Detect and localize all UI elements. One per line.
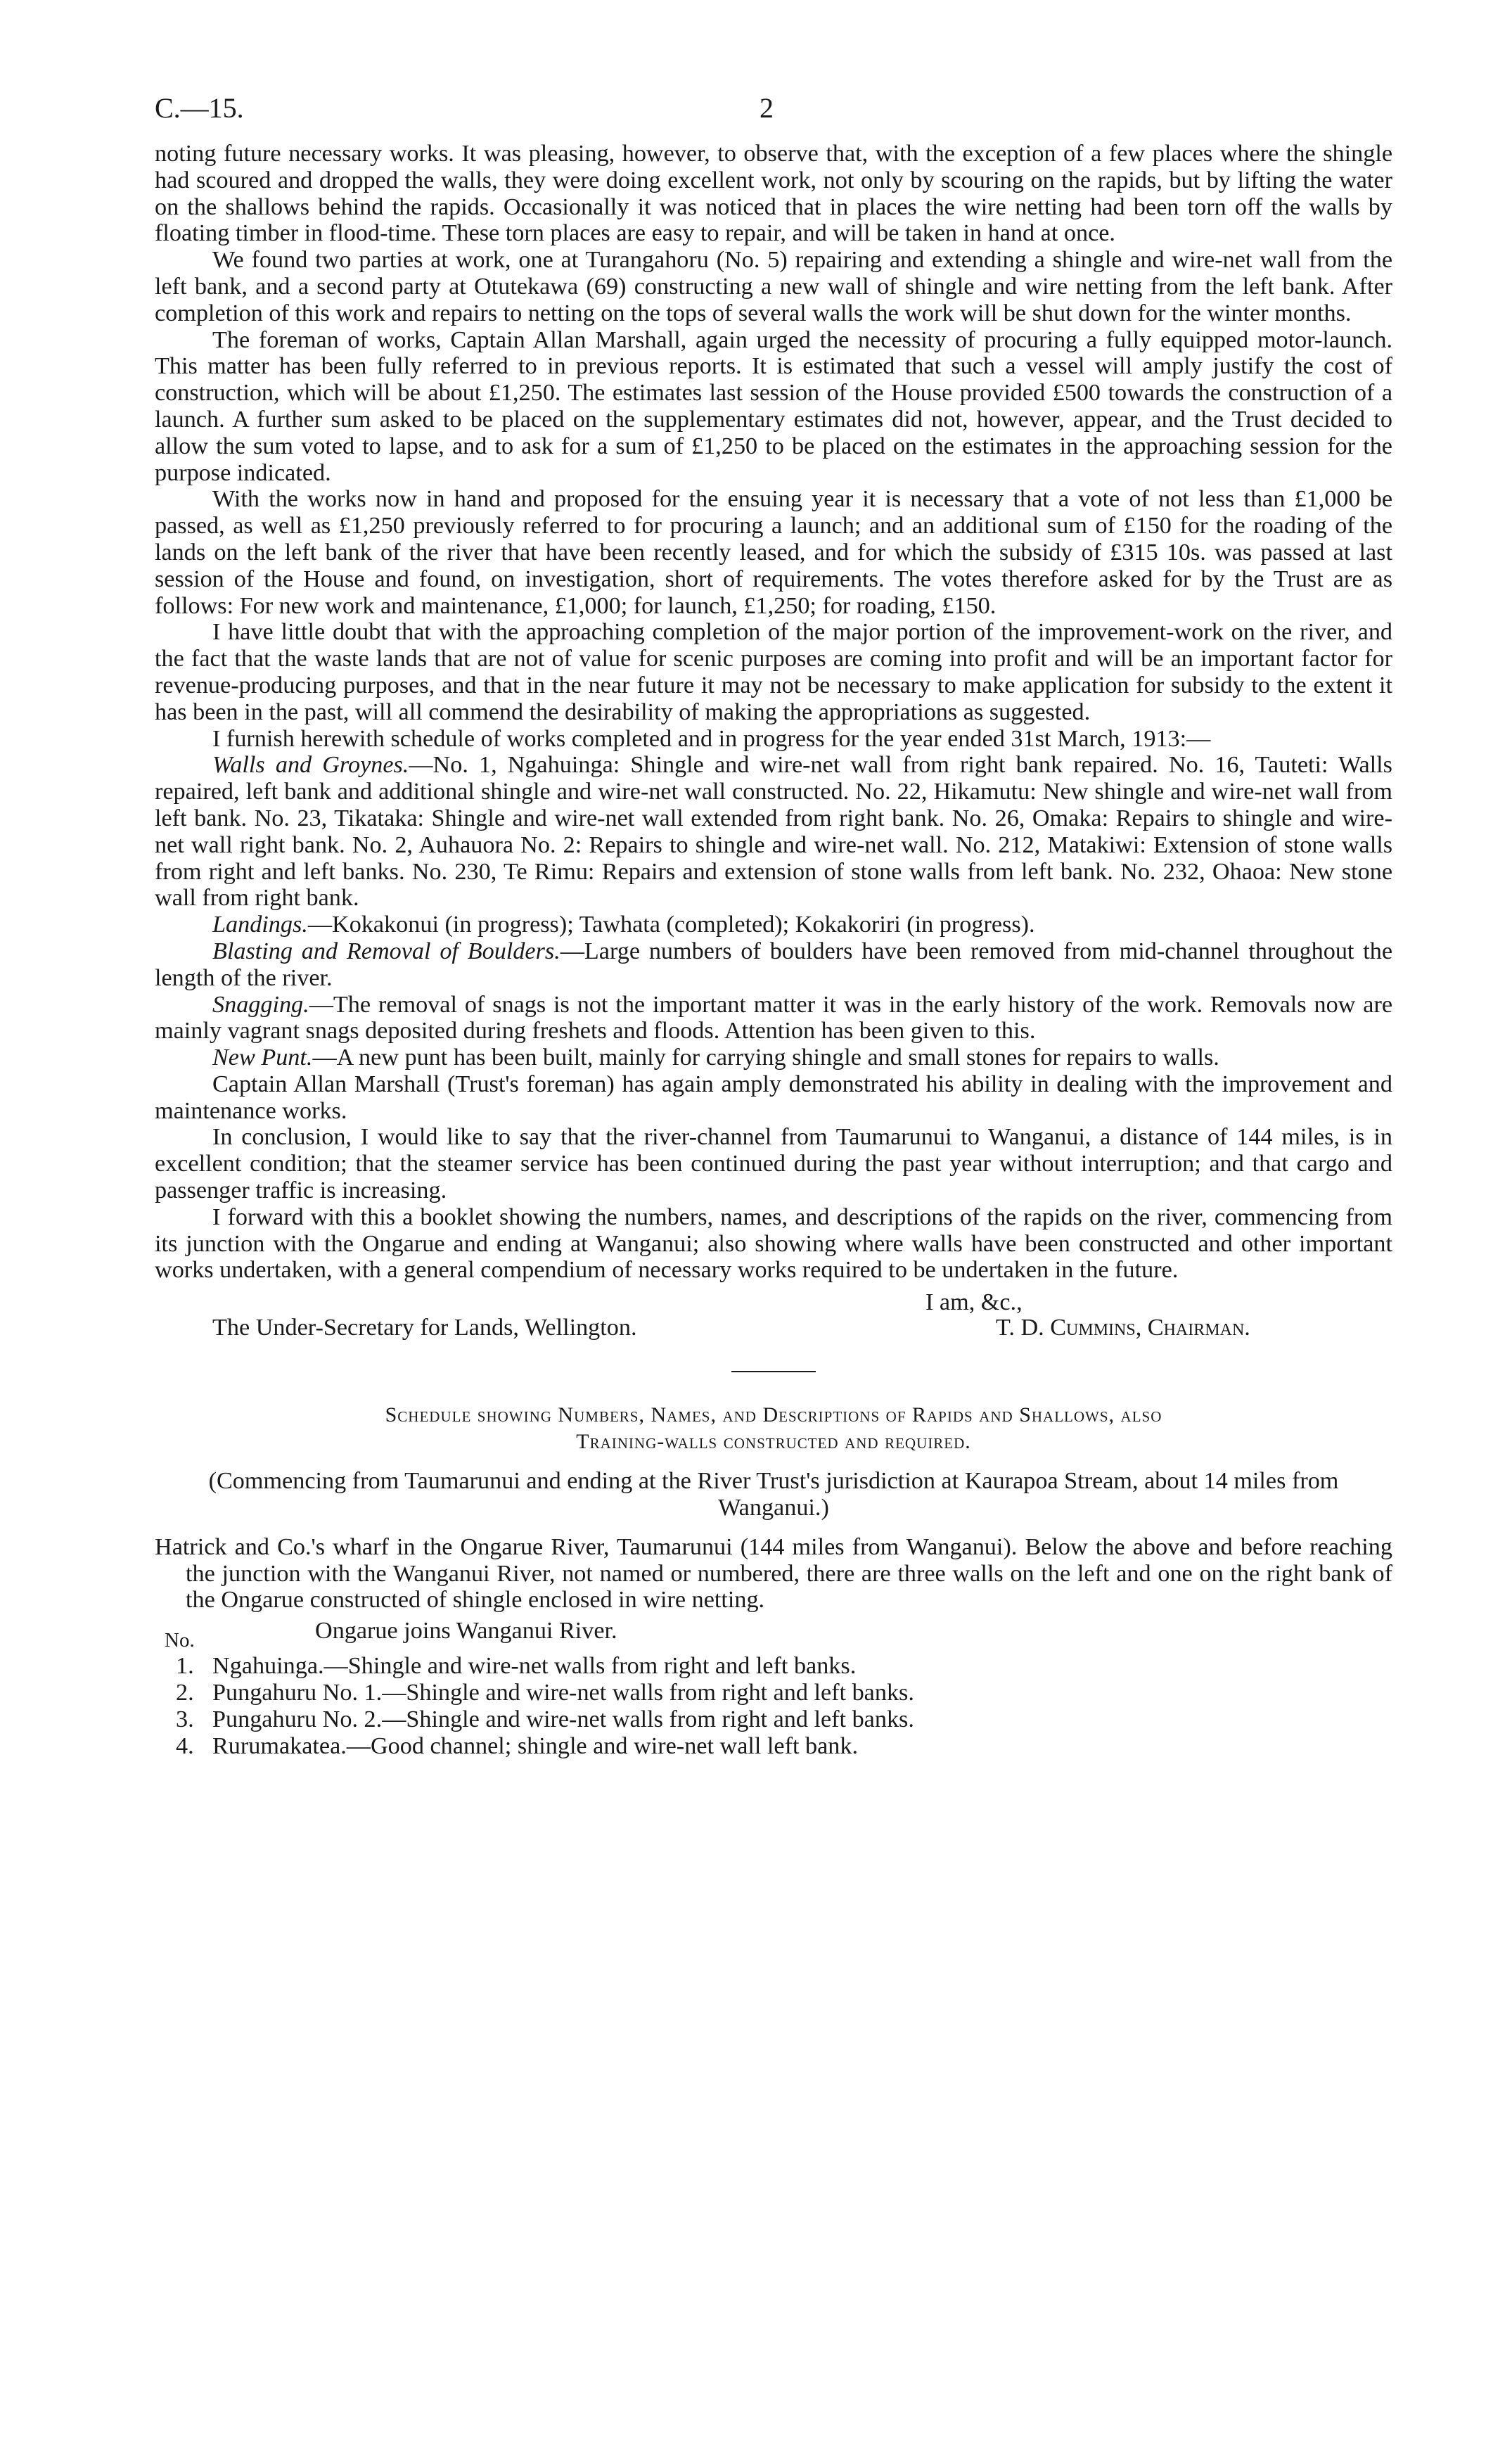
works-walls-and-groynes — [155, 752, 1392, 912]
rapids-list — [155, 1653, 1392, 1759]
letter-body — [155, 141, 1392, 1284]
schedule-column-header — [155, 1614, 1392, 1653]
addressee: The Under-Secretary for Lands, Wellington. — [212, 1315, 637, 1341]
item-text: Rurumakatea.—Good channel; shingle and wire-net wall left bank. — [212, 1732, 859, 1759]
document-reference: C.—15. — [155, 92, 244, 124]
works-new-punt — [155, 1045, 1392, 1071]
works-text: —Large numbers of boulders have been removed from mid-channel throughout the length of the river. — [155, 938, 1392, 991]
section-divider — [731, 1371, 816, 1372]
letter-closing — [155, 1284, 1392, 1341]
schedule-title-line: Schedule showing Numbers, Names, and Descriptions of Rapids and Shallows, also — [385, 1403, 1162, 1427]
works-heading: Walls and Groynes. — [212, 752, 409, 779]
item-number: 4. — [176, 1732, 194, 1759]
paragraph: I furnish herewith schedule of works completed and in progress for the year ended 31st March, 1913:— — [212, 725, 1211, 752]
junction-heading: Ongarue joins Wanganui River. — [315, 1618, 617, 1644]
schedule-title — [155, 1402, 1392, 1455]
works-heading: Landings. — [212, 912, 308, 938]
works-heading: Snagging. — [212, 991, 309, 1018]
document-page — [155, 91, 1392, 1759]
paragraph: Captain Allan Marshall (Trust's foreman) has again amply demonstrated his ability in dealing with the improvement and maintenance works. — [155, 1071, 1392, 1124]
list-item — [155, 1680, 1392, 1706]
schedule-section — [155, 1402, 1392, 1759]
works-text: —The removal of snags is not the important matter it was in the early history of the work. Removals now are mainly vagrant snags deposited during freshets and floods. Attention has been given to this. — [155, 991, 1392, 1045]
item-text: Ngahuinga.—Shingle and wire-net walls from right and left banks. — [212, 1653, 857, 1680]
paragraph: The foreman of works, Captain Allan Marshall, again urged the necessity of procuring a fully equipped motor-launch. This matter has been fully referred to in previous reports. It is estimated that such a vessel will amply justify the cost of construction, which will be about £1,250. The estimates last session of the House provided £500 towards the construction of a launch. A further sum asked to be placed on the supplementary estimates did not, however, appear, and the Trust decided to allow the sum voted to lapse, and to ask for a sum of £1,250 to be placed on the estimates in the approaching session for the purpose indicated. — [155, 326, 1392, 486]
item-text: Pungahuru No. 1.—Shingle and wire-net walls from right and left banks. — [212, 1680, 914, 1706]
works-heading: Blasting and Removal of Boulders. — [212, 938, 560, 964]
paragraph: I have little doubt that with the approaching completion of the major portion of the improvement-work on the river, and the fact that the waste lands that are not of value for scenic purposes are coming into profit and will be an important factor for revenue-producing purposes, and that in the near future it may not be necessary to make application for subsidy to the extent it has been in the past, will all commend the desirability of making the appropriations as suggested. — [155, 619, 1392, 725]
page-number: 2 — [760, 92, 774, 124]
paragraph: In conclusion, I would like to say that the river-channel from Taumarunui to Wanganui, a distance of 144 miles, is in excellent condition; that the steamer service has been continued during the past year without interruption; and that cargo and passenger traffic is increasing. — [155, 1124, 1392, 1204]
schedule-intro: Hatrick and Co.'s wharf in the Ongarue River, Taumarunui (144 miles from Wanganui). Below the above and before reaching the junction with the Wanganui River, not named or numbered, there are three walls on the left and one on the right bank of the Ongarue constructed of shingle enclosed in wire netting. — [155, 1533, 1392, 1614]
works-text: —Kokakonui (in progress); Tawhata (completed); Kokakoriri (in progress). — [307, 912, 1035, 938]
list-item — [155, 1706, 1392, 1733]
paragraph: I forward with this a booklet showing the numbers, names, and descriptions of the rapids on the river, commencing from its junction with the Ongarue and ending at Wanganui; also showing where walls have been constructed and other important works undertaken, with a general compendium of necessary works required to be undertaken in the future. — [155, 1203, 1392, 1284]
number-column-label: No. — [165, 1629, 195, 1652]
paragraph: With the works now in hand and proposed for the ensuing year it is necessary that a vote of not less than £1,000 be passed, as well as £1,250 previously referred to for procuring a launch; and an additional sum of £150 for the roading of the lands on the left bank of the river that have been recently leased, and for which the subsidy of £315 10s. was passed at last session of the House and found, on investigation, short of requirements. The votes therefore asked for by the Trust are as follows: For new work and maintenance, £1,000; for launch, £1,250; for roading, £150. — [155, 486, 1392, 619]
works-blasting — [155, 938, 1392, 992]
works-landings — [155, 912, 1392, 938]
works-heading: New Punt. — [212, 1045, 313, 1071]
paragraph: noting future necessary works. It was pleasing, however, to observe that, with the exception of a few places where the shingle had scoured and dropped the walls, they were doing excellent work, not only by scouring on the rapids, but by lifting the water on the shallows behind the rapids. Occasionally it was noticed that in places the wire netting had been torn off the walls by floating timber in flood-time. These torn places are easy to repair, and will be taken in hand at once. — [155, 141, 1392, 247]
item-number: 1. — [176, 1653, 194, 1680]
item-text: Pungahuru No. 2.—Shingle and wire-net walls from right and left banks. — [212, 1706, 914, 1732]
signature: T. D. Cummins, Chairman. — [996, 1315, 1250, 1341]
item-number: 2. — [176, 1680, 194, 1706]
list-item — [155, 1733, 1392, 1760]
list-item — [155, 1653, 1392, 1680]
page-header — [155, 91, 1392, 141]
schedule-title-line: Training-walls constructed and required. — [576, 1430, 971, 1454]
schedule-subtitle: (Commencing from Taumarunui and ending at the River Trust's jurisdiction at Kaurapoa Stream, about 14 miles from Wanganui.) — [208, 1468, 1339, 1521]
works-text: —No. 1, Ngahuinga: Shingle and wire-net wall from right bank repaired. No. 16, Tauteti: Walls repaired, left bank and additional shingle and wire-net wall constructed. No. 22, Hikamutu: New shingle and wire-net wall from left bank. No. 23, Tikataka: Shingle and wire-net wall extended from right bank. No. 26, Omaka: Repairs to shingle and wire-net wall right bank. No. 2, Auhauora No. 2: Repairs to shingle and wire-net wall. No. 212, Matakiwi: Extension of stone walls from right and left banks. No. 230, Te Rimu: Repairs and extension of stone walls from left bank. No. 232, Ohaoa: New stone wall from right bank. — [155, 752, 1392, 912]
item-number: 3. — [176, 1706, 194, 1732]
salutation: I am, &c., — [925, 1289, 1023, 1316]
works-snagging — [155, 992, 1392, 1045]
paragraph: We found two parties at work, one at Turangahoru (No. 5) repairing and extending a shingle and wire-net wall from the left bank, and a second party at Otutekawa (69) constructing a new wall of shingle and wire netting from the left bank. After completion of this work and repairs to netting on the tops of several walls the work will be shut down for the winter months. — [155, 247, 1392, 326]
works-text: —A new punt has been built, mainly for carrying shingle and small stones for repairs to walls. — [312, 1045, 1219, 1071]
